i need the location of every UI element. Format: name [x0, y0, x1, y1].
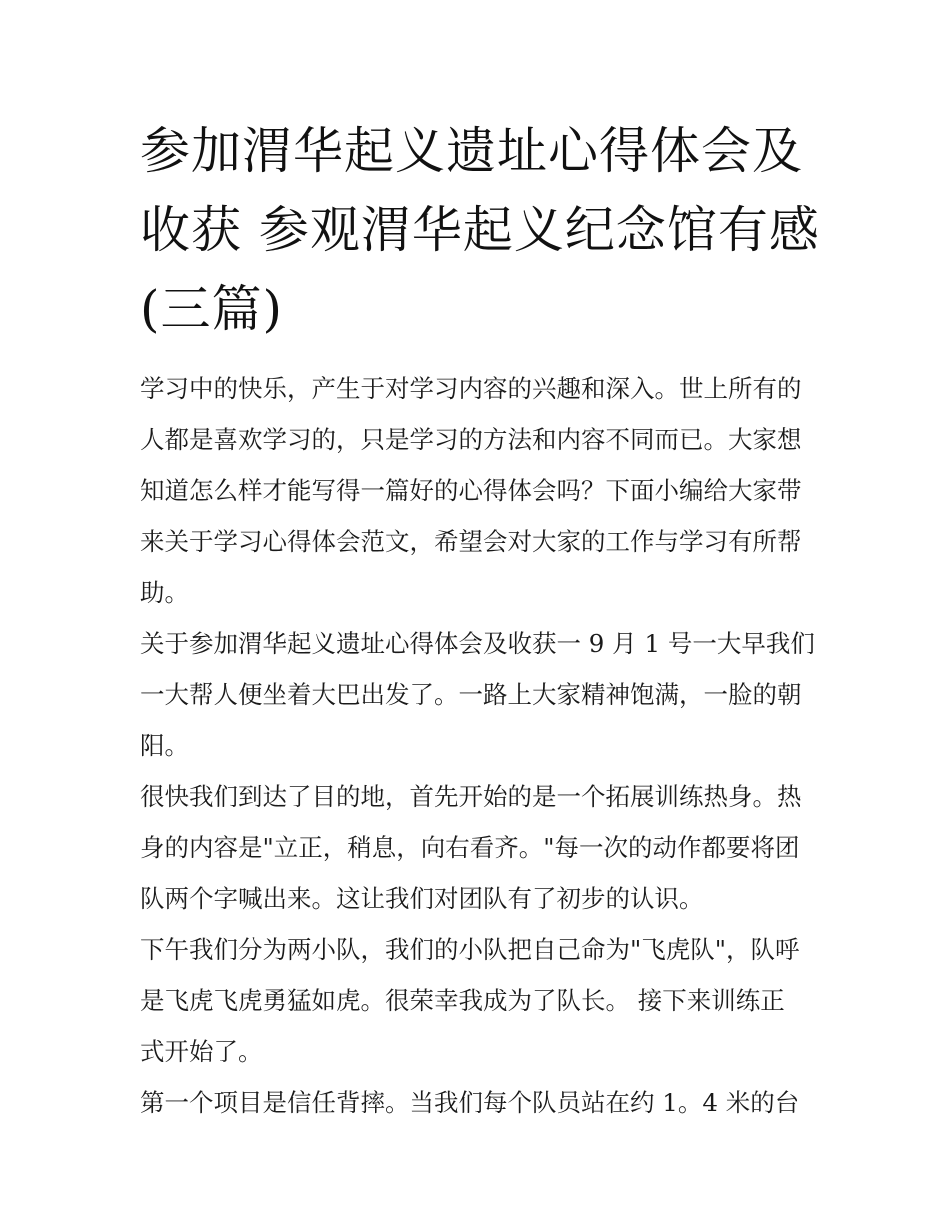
text-line: 是飞虎飞虎勇猛如虎。很荣幸我成为了队长。 接下来训练正: [140, 986, 785, 1015]
text-line: 第一个项目是信任背摔。当我们每个队员站在约 1。4 米的台: [140, 1088, 800, 1117]
paragraph-departure: [140, 618, 815, 771]
text-line: 学习中的快乐，产生于对学习内容的兴趣和深入。世上所有的: [140, 374, 802, 403]
text-line: 很快我们到达了目的地，首先开始的是一个拓展训练热身。热: [140, 782, 802, 811]
paragraph-trust-fall: [140, 1077, 815, 1128]
paragraph-teams: [140, 924, 815, 1077]
title-line: 收获 参观渭华起义纪念馆有感: [140, 201, 820, 259]
paragraph-intro: [140, 363, 815, 618]
text-line: 下午我们分为两小队，我们的小队把自己命为"飞虎队"，队呼: [140, 935, 800, 964]
document-title: [140, 112, 820, 349]
text-line: 人都是喜欢学习的，只是学习的方法和内容不同而已。大家想: [140, 425, 802, 454]
text-line: 知道怎么样才能写得一篇好的心得体会吗？下面小编给大家带: [140, 476, 802, 505]
text-line: 阳。: [140, 731, 189, 760]
document-body: [140, 363, 815, 1128]
text-line: 来关于学习心得体会范文，希望会对大家的工作与学习有所帮: [140, 527, 802, 556]
paragraph-warmup: [140, 771, 815, 924]
text-line: 身的内容是"立正，稍息，向右看齐。"每一次的动作都要将团: [140, 833, 800, 862]
text-line: 一大帮人便坐着大巴出发了。一路上大家精神饱满，一脸的朝: [140, 680, 802, 709]
text-line: 式开始了。: [140, 1037, 263, 1066]
text-line: 助。: [140, 578, 189, 607]
title-line: 参加渭华起义遗址心得体会及: [140, 122, 803, 180]
text-line: 队两个字喊出来。这让我们对团队有了初步的认识。: [140, 884, 704, 913]
title-line: (三篇): [140, 280, 284, 338]
document-content: [140, 112, 820, 1128]
text-line: 关于参加渭华起义遗址心得体会及收获一 9 月 1 号一大早我们: [140, 629, 815, 658]
